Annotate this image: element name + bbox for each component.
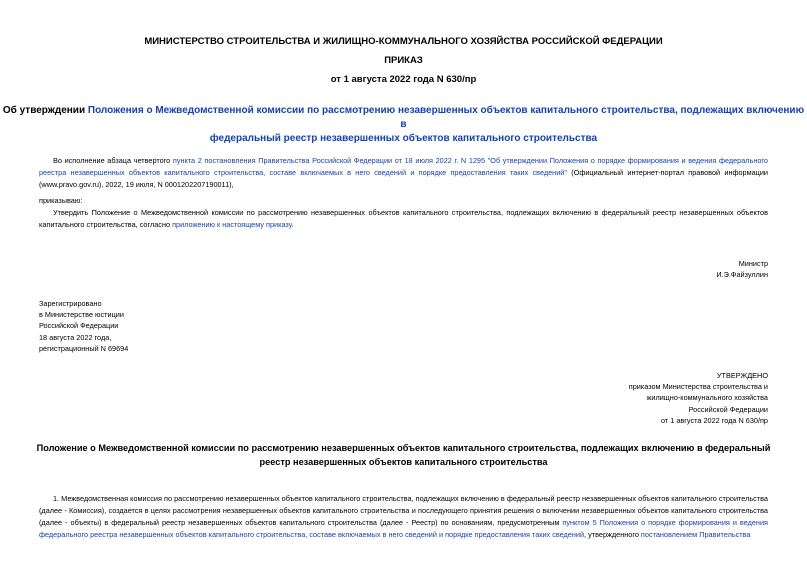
approval-line: УТВЕРЖДЕНО <box>716 371 768 380</box>
registration-line: Зарегистрировано <box>39 299 102 308</box>
signature-name: И.Э.Файзуллин <box>716 270 768 280</box>
order-title-line1 <box>0 104 807 132</box>
registration-block <box>39 298 289 354</box>
order-title-link[interactable]: Положения о Межведомственной комиссии по рассмотрению незавершенных объектов капитального строительства, подлежащих включению в <box>87 105 805 130</box>
doc-type-heading: ПРИКАЗ <box>384 55 423 66</box>
registration-line: Российской Федерации <box>39 321 119 331</box>
approval-line: приказом Министерства строительства и <box>628 382 768 392</box>
signature-position: Министр <box>738 259 768 268</box>
preamble-tail: (Официальный интернет-портал правовой информации (www.pravo.gov.ru), 2022, 19 июля, N 0001202207190011), <box>39 168 768 189</box>
preamble-paragraph <box>39 155 768 191</box>
clause-1-regulation-link[interactable]: пунктом 5 Положения о порядке формирования и ведения федерального реестра незавершенных объектов капитального строительства, составе включаемых в него сведений и порядке предоставления таких сведений <box>39 518 768 539</box>
registration-line: в Министерстве юстиции <box>39 310 124 320</box>
preamble-decree-link[interactable]: пункта 2 постановления Правительства Российской Федерации от 18 июля 2022 г. N 1295 "Об утверждении Положения о порядке формирования и ведения федерального реестра незавершенных объектов капитального строительства, составе включаемых в него сведений и порядке предоставления таких сведений" <box>39 156 768 177</box>
regulation-title-line2: реестр незавершенных объектов капитального строительства <box>259 457 548 467</box>
clause-1-mid: , утвержденного <box>584 530 641 539</box>
approval-line: от 1 августа 2022 года N 630/пр <box>660 415 768 425</box>
approve-paragraph <box>39 207 768 231</box>
ministry-heading: МИНИСТЕРСТВО СТРОИТЕЛЬСТВА И ЖИЛИЩНО-КОММУНАЛЬНОГО ХОЗЯЙСТВА РОССИЙСКОЙ ФЕДЕРАЦИИ <box>144 36 663 47</box>
regulation-title <box>0 441 807 469</box>
approve-end: . <box>291 220 294 229</box>
signature-block <box>568 258 768 280</box>
appendix-link[interactable]: приложению к настоящему приказу <box>172 220 292 229</box>
approval-stamp <box>508 370 768 426</box>
order-date-number: от 1 августа 2022 года N 630/пр <box>330 74 477 85</box>
order-title-prefix: Об утверждении <box>2 105 88 116</box>
clause-1-text: 1. Межведомственная комиссия по рассмотрению незавершенных объектов капитального строительства, подлежащих включению в федеральный реестр незавершенных объектов капитального строительства (далее - Комиссия), создается в целях рассмотрения незавершенных объектов капитального строительства и последующего принятия решения о включении незавершенных объектов капитального строительства (далее - объекты) в федеральный реестр незавершенных объектов капитального строительства (далее - Реестр) по основаниям, предусмотренным <box>39 494 768 527</box>
approve-text: Утвердить Положение о Межведомственной комиссии по рассмотрению незавершенных объектов капитального строительства, подлежащих включению в федеральный реестр незавершенных объектов капитального строительства, согласно <box>39 208 768 229</box>
registration-line: регистрационный N 69694 <box>39 343 129 353</box>
order-title-link-line2[interactable]: федеральный реестр незавершенных объектов капитального строительства <box>209 133 598 144</box>
registration-line: 18 августа 2022 года, <box>39 332 112 342</box>
order-word: приказываю: <box>39 196 83 205</box>
regulation-title-line1: Положение о Межведомственной комиссии по рассмотрению незавершенных объектов капитального строительства, подлежащих включению в федеральный <box>36 443 771 453</box>
approval-line: Российской Федерации <box>688 404 768 414</box>
order-title <box>0 104 807 146</box>
clause-1-resolution-link[interactable]: постановлением Правительства <box>640 530 751 539</box>
clause-1-paragraph <box>39 493 768 541</box>
preamble-intro: Во исполнение абзаца четвертого <box>53 156 173 165</box>
approval-line: жилищно-коммунального хозяйства <box>646 393 768 403</box>
